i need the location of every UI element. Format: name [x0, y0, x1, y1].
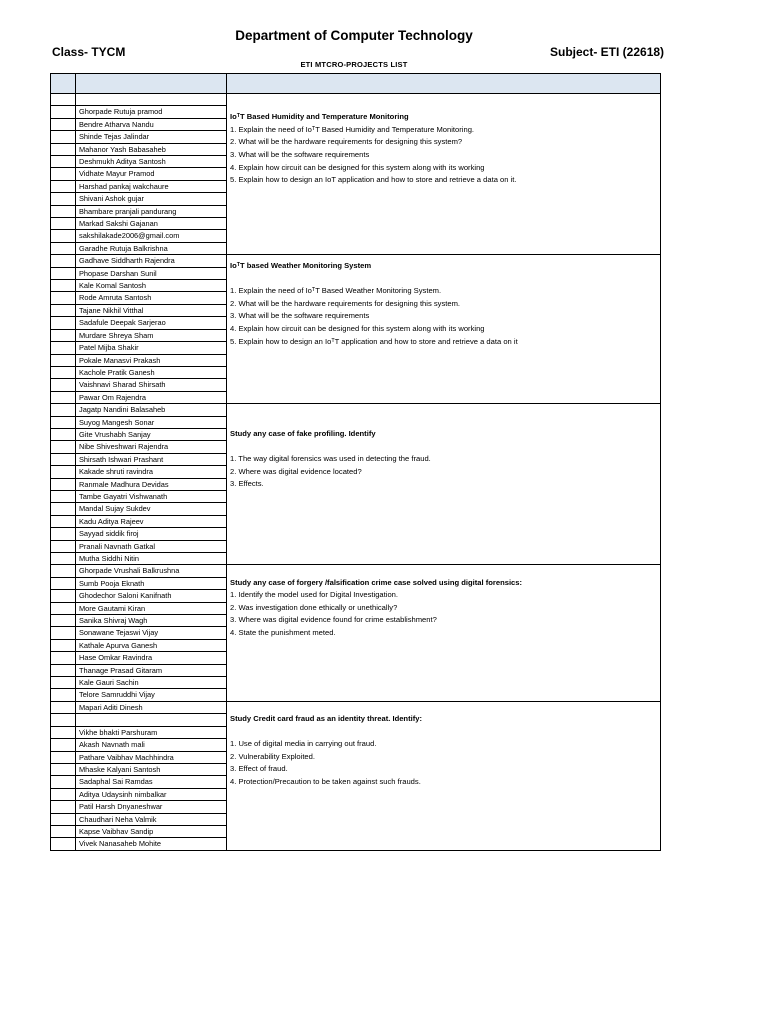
project-question: 3. What will be the software requirements [230, 311, 370, 321]
student-name-cell: Murdare Shreya Sham [76, 329, 227, 341]
student-name-cell: Garadhe Rutuja Balkrishna [76, 242, 227, 254]
project-question: 2. Where was digital evidence located? [230, 466, 362, 476]
student-name-cell: Ghorpade Vrushali Balkrushna [76, 565, 227, 577]
student-name-cell [76, 94, 227, 106]
student-name-cell: Shirsath Ishwari Prashant [76, 453, 227, 465]
blank-cell [51, 354, 76, 366]
blank-cell [51, 391, 76, 403]
blank-cell [51, 404, 76, 416]
project-question: 1. The way digital forensics was used in detecting the fraud. [230, 453, 431, 463]
project-question: 5. Explain how to design an IoT application and how to store and retrieve a data on it. [230, 175, 517, 185]
blank-cell [51, 478, 76, 490]
student-name-cell: Kale Komal Santosh [76, 280, 227, 292]
blank-cell [51, 664, 76, 676]
blank-cell [51, 317, 76, 329]
blank-cell [51, 540, 76, 552]
blank-cell [51, 292, 76, 304]
project-topic-cell [227, 404, 661, 565]
student-name-cell: Rode Amruta Santosh [76, 292, 227, 304]
student-name-cell: Aditya Udaysinh nimbalkar [76, 788, 227, 800]
student-name-cell: Pathare Vaibhav Machhindra [76, 751, 227, 763]
project-topic-title: Study any case of fake profiling. Identify [230, 428, 376, 438]
blank-cell [51, 428, 76, 440]
student-name-cell [76, 714, 227, 726]
blank-cell [51, 304, 76, 316]
blank-cell [51, 751, 76, 763]
student-name-cell: Sonawane Tejaswi Vijay [76, 627, 227, 639]
student-name-cell: Vikhe bhakti Parshuram [76, 726, 227, 738]
student-name-cell: Mhaske Kalyani Santosh [76, 763, 227, 775]
blank-cell [51, 813, 76, 825]
blank-cell [51, 342, 76, 354]
student-name-cell: Shinde Tejas Jalindar [76, 131, 227, 143]
student-name-cell: Mapari Aditi Dinesh [76, 701, 227, 713]
blank-cell [51, 218, 76, 230]
blank-cell [51, 441, 76, 453]
blank-cell [51, 255, 76, 267]
student-name-cell: Tajane Nikhil Vitthal [76, 304, 227, 316]
project-question: 3. Where was digital evidence found for crime establishment? [230, 615, 437, 625]
blank-cell [51, 776, 76, 788]
blank-cell [51, 106, 76, 118]
blank-cell [51, 577, 76, 589]
project-topic-title: Study any case of forgery /falsification crime case solved using digital forensics: [230, 577, 523, 587]
student-name-cell: Kale Gauri Sachin [76, 677, 227, 689]
table-row [51, 255, 661, 267]
student-name-cell: Pokale Manasvi Prakash [76, 354, 227, 366]
student-name-cell: sakshilakade2006@gmail.com [76, 230, 227, 242]
student-name-cell: More Gautami Kiran [76, 602, 227, 614]
blank-cell [51, 639, 76, 651]
blank-cell [51, 714, 76, 726]
blank-cell [51, 689, 76, 701]
blank-cell [51, 329, 76, 341]
project-question: 4. State the punishment meted. [230, 627, 336, 637]
student-name-cell: Vidhate Mayur Pramod [76, 168, 227, 180]
blank-cell [51, 701, 76, 713]
blank-cell [51, 267, 76, 279]
project-question: 2. Vulnerability Exploited. [230, 751, 315, 761]
blank-cell [51, 652, 76, 664]
blank-cell [51, 168, 76, 180]
blank-cell [51, 825, 76, 837]
blank-cell [51, 677, 76, 689]
project-question: 1. Use of digital media in carrying out fraud. [230, 739, 377, 749]
student-name-cell: Pranali Navnath Gatkal [76, 540, 227, 552]
student-name-cell: Mahanor Yash Babasaheb [76, 143, 227, 155]
student-name-cell: Sadaphal Sai Ramdas [76, 776, 227, 788]
student-name-cell: Kathale Apurva Ganesh [76, 639, 227, 651]
table-row [51, 565, 661, 577]
projects-table [50, 73, 661, 851]
student-name-cell: Mandal Sujay Sukdev [76, 503, 227, 515]
project-question: 1. Explain the need of IoᵀT Based Humidity and Temperature Monitoring. [230, 124, 475, 134]
student-name-cell: Ghorpade Rutuja pramod [76, 106, 227, 118]
header-cell [227, 74, 661, 94]
blank-cell [51, 515, 76, 527]
project-topic-title: IoᵀT Based Humidity and Temperature Monitoring [230, 112, 409, 122]
blank-cell [51, 490, 76, 502]
blank-cell [51, 528, 76, 540]
project-question: 4. Explain how circuit can be designed for this system along with its working [230, 324, 485, 334]
student-name-cell: Vivek Nanasaheb Mohite [76, 838, 227, 850]
student-name-cell: Phopase Darshan Sunil [76, 267, 227, 279]
list-title: ETI MTCRO-PROJECTS LIST [300, 60, 408, 69]
student-name-cell: Markad Sakshi Gajanan [76, 218, 227, 230]
header-cell [76, 74, 227, 94]
blank-cell [51, 280, 76, 292]
blank-cell [51, 739, 76, 751]
blank-cell [51, 193, 76, 205]
project-question: 1. Identify the model used for Digital Investigation. [230, 590, 399, 600]
student-name-cell: Telore Samruddhi Vijay [76, 689, 227, 701]
student-name-cell: Thanage Prasad Gitaram [76, 664, 227, 676]
student-name-cell: Ranmale Madhura Devidas [76, 478, 227, 490]
blank-cell [51, 590, 76, 602]
project-question: 2. What will be the hardware requirements for designing this system. [230, 298, 461, 308]
student-name-cell: Sayyad siddik firoj [76, 528, 227, 540]
student-name-cell: Sumb Pooja Eknath [76, 577, 227, 589]
project-topic-cell [227, 565, 661, 701]
student-name-cell: Sadafule Deepak Sarjerao [76, 317, 227, 329]
blank-cell [51, 94, 76, 106]
blank-cell [51, 602, 76, 614]
blank-cell [51, 230, 76, 242]
project-question: 3. Effect of fraud. [230, 764, 288, 774]
project-question: 2. Was investigation done ethically or unethically? [230, 602, 398, 612]
student-name-cell: Akash Navnath mali [76, 739, 227, 751]
project-question: 2. What will be the hardware requirements for designing this system? [230, 137, 463, 147]
table-row [51, 94, 661, 106]
table-row [51, 404, 661, 416]
project-question: 4. Explain how circuit can be designed for this system along with its working [230, 162, 485, 172]
student-name-cell: Patil Harsh Dnyaneshwar [76, 801, 227, 813]
blank-cell [51, 838, 76, 850]
student-name-cell: Kakade shruti ravindra [76, 466, 227, 478]
project-topic-cell [227, 94, 661, 255]
blank-cell [51, 726, 76, 738]
header-cell [51, 74, 76, 94]
table-row [51, 701, 661, 713]
student-name-cell: Mutha Siddhi Nitin [76, 553, 227, 565]
page-title: Department of Computer Technology [235, 28, 473, 43]
subject-label: Subject- ETI (22618) [550, 45, 665, 59]
project-question: 1. Explain the need of IoᵀT Based Weather Monitoring System. [230, 286, 442, 296]
blank-cell [51, 503, 76, 515]
project-topic-cell [227, 255, 661, 404]
blank-cell [51, 205, 76, 217]
student-name-cell: Bendre Atharva Nandu [76, 118, 227, 130]
blank-cell [51, 453, 76, 465]
blank-cell [51, 788, 76, 800]
student-name-cell: Bhambare pranjali pandurang [76, 205, 227, 217]
project-question: 3. Effects. [230, 479, 264, 489]
student-name-cell: Gadhave Siddharth Rajendra [76, 255, 227, 267]
student-name-cell: Ghodechor Saloni Kanifnath [76, 590, 227, 602]
blank-cell [51, 366, 76, 378]
project-question: 4. Protection/Precaution to be taken against such frauds. [230, 776, 421, 786]
blank-cell [51, 118, 76, 130]
blank-cell [51, 801, 76, 813]
blank-cell [51, 627, 76, 639]
student-name-cell: Shivani Ashok gujar [76, 193, 227, 205]
student-name-cell: Jagatp Nandini Balasaheb [76, 404, 227, 416]
blank-cell [51, 565, 76, 577]
blank-cell [51, 763, 76, 775]
blank-cell [51, 466, 76, 478]
student-name-cell: Sanika Shivraj Wagh [76, 615, 227, 627]
student-name-cell: Hase Omkar Ravindra [76, 652, 227, 664]
blank-cell [51, 242, 76, 254]
table-header-row [51, 74, 661, 94]
class-label: Class- TYCM [52, 45, 126, 59]
student-name-cell: Kadu Aditya Rajeev [76, 515, 227, 527]
student-name-cell: Tambe Gayatri Vishwanath [76, 490, 227, 502]
project-question: 3. What will be the software requirements [230, 150, 370, 160]
student-name-cell: Chaudhari Neha Valmik [76, 813, 227, 825]
student-name-cell: Harshad pankaj wakchaure [76, 180, 227, 192]
blank-cell [51, 180, 76, 192]
student-name-cell: Suyog Mangesh Sonar [76, 416, 227, 428]
student-name-cell: Kapse Vaibhav Sandip [76, 825, 227, 837]
blank-cell [51, 553, 76, 565]
student-name-cell: Vaishnavi Sharad Shirsath [76, 379, 227, 391]
blank-cell [51, 615, 76, 627]
blank-cell [51, 131, 76, 143]
student-name-cell: Kachole Pratik Ganesh [76, 366, 227, 378]
blank-cell [51, 416, 76, 428]
blank-cell [51, 379, 76, 391]
student-name-cell: Pawar Om Rajendra [76, 391, 227, 403]
project-question: 5. Explain how to design an IoᵀT application and how to store and retrieve a data on it [230, 336, 518, 346]
student-name-cell: Nibe Shiveshwari Rajendra [76, 441, 227, 453]
student-name-cell: Patel Mijba Shakir [76, 342, 227, 354]
student-name-cell: Gite Vrushabh Sanjay [76, 428, 227, 440]
blank-cell [51, 156, 76, 168]
blank-cell [51, 143, 76, 155]
student-name-cell: Deshmukh Aditya Santosh [76, 156, 227, 168]
project-topic-title: IoᵀT based Weather Monitoring System [230, 261, 372, 271]
project-topic-cell [227, 701, 661, 850]
project-topic-title: Study Credit card fraud as an identity threat. Identify: [230, 713, 422, 723]
